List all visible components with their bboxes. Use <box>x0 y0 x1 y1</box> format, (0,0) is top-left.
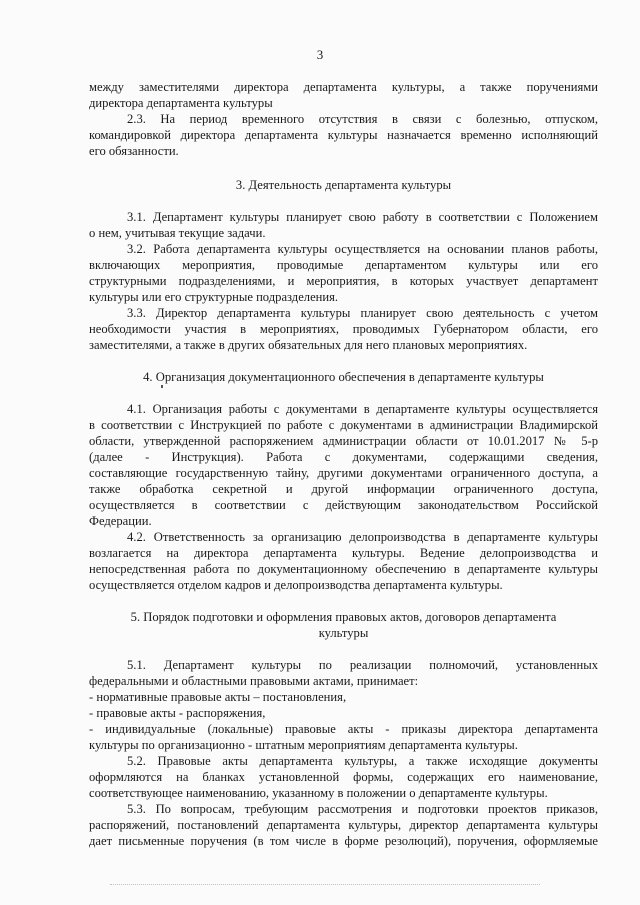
text-line: в соответствии с Инструкцией по работе с документами в администрации Владимирской <box>89 418 598 432</box>
text-line: - нормативные правовые акты – постановления, <box>89 690 347 704</box>
text-line: области, утвержденной распоряжением администрации области от 10.01.2017 № 5-р <box>89 434 598 448</box>
text-line: структурными подразделениями, и мероприятия, в которых участвует департамент <box>89 274 598 288</box>
text-line: 4.2. Ответственность за организацию делопроизводства в департаменте культуры <box>127 530 598 544</box>
text-line: составляющие государственную тайну, другими документами ограниченного доступа, а <box>89 466 598 480</box>
text-line: директора департамента культуры <box>89 96 273 110</box>
text-line: 5.2. Правовые акты департамента культуры, а также исходящие документы <box>127 754 598 768</box>
text-line: включающих мероприятия, проводимые департаментом культуры или его <box>89 258 598 272</box>
text-line: Федерации. <box>89 514 152 528</box>
text-line: культуры или его структурные подразделения. <box>89 290 339 304</box>
section-heading: 3. Деятельность департамента культуры <box>235 178 452 192</box>
text-line: возлагается на директора департамента культуры. Ведение делопроизводства и <box>89 546 598 560</box>
text-line: заместителями, а также в других обязательных для него плановых мероприятиях. <box>89 338 528 352</box>
text-line: дает письменные поручения (в том числе в форме резолюций), поручения, оформляемые <box>89 834 598 848</box>
text-line: культуры по организационно - штатным мероприятиям департамента культуры. <box>89 738 518 752</box>
text-line: оформляются на бланках установленной формы, содержащих его наименование, <box>89 770 598 784</box>
text-line: непосредственная работа по документационному обеспечению в департаменте культуры <box>89 562 598 576</box>
text-line: между заместителями директора департамента культуры, а также поручениями <box>89 80 598 94</box>
text-line: (далее - Инструкция). Работа с документами, содержащими сведения, <box>89 450 598 464</box>
text-line: 2.3. На период временного отсутствия в связи с болезнью, отпуском, <box>127 112 598 126</box>
text-line: 3.2. Работа департамента культуры осуществляется на основании планов работы, <box>127 242 598 256</box>
text-line: распоряжений, постановлений департамента культуры, директор департамента культуры <box>89 818 598 832</box>
section-heading: 5. Порядок подготовки и оформления правовых актов, договоров департамента <box>130 610 557 624</box>
text-line: необходимости участия в мероприятиях, проводимых Губернатором области, его <box>89 322 598 336</box>
text-line: осуществляется в соответствии с действующим законодательством Российской <box>89 498 598 512</box>
text-line: соответствующее наименованию, указанному в положении о департаменте культуры. <box>89 786 548 800</box>
scan-mark <box>161 385 163 388</box>
text-line: его обязанности. <box>89 144 179 158</box>
page-number: 3 <box>316 47 324 62</box>
text-line: федеральными и областными правовыми актами, принимает: <box>89 674 419 688</box>
section-heading: культуры <box>318 626 369 640</box>
text-line: - правовые акты - распоряжения, <box>89 706 266 720</box>
text-line: 4.1. Организация работы с документами в департаменте культуры осуществляется <box>127 402 598 416</box>
scan-artifact-footer <box>110 884 540 887</box>
text-line: 3.3. Директор департамента культуры планирует свою деятельность с учетом <box>127 306 598 320</box>
text-line: также обработка секретной и другой информации ограниченного доступа, <box>89 482 598 496</box>
text-line: осуществляется отделом кадров и делопроизводства департамента культуры. <box>89 578 503 592</box>
text-line: - индивидуальные (локальные) правовые акты - приказы директора департамента <box>89 722 598 736</box>
text-line: 5.3. По вопросам, требующим рассмотрения и подготовки проектов приказов, <box>127 802 598 816</box>
section-heading: 4. Организация документационного обеспечения в департаменте культуры <box>143 370 544 384</box>
text-line: о нем, учитывая текущие задачи. <box>89 226 266 240</box>
text-line: 3.1. Департамент культуры планирует свою работу в соответствии с Положением <box>127 210 598 224</box>
text-line: 5.1. Департамент культуры по реализации полномочий, установленных <box>127 658 598 672</box>
text-line: командировкой директора департамента культуры назначается временно исполняющий <box>89 128 598 142</box>
